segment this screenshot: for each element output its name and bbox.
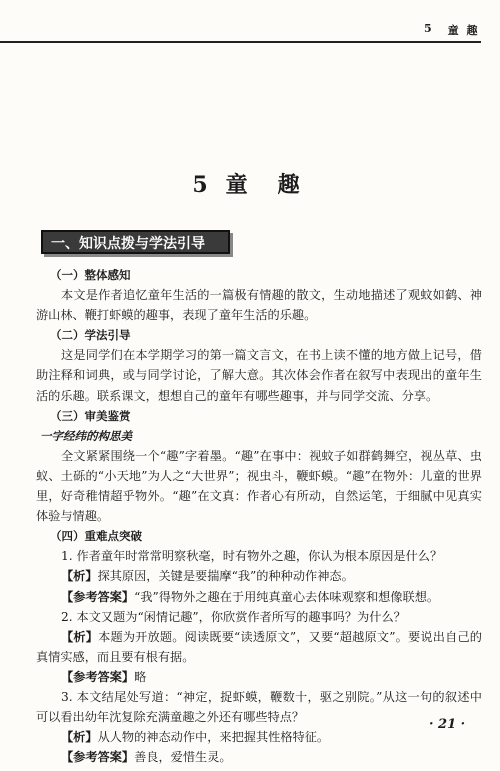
answer-tag: 【参考答案】 bbox=[61, 750, 135, 765]
answer-text: 从人物的神态动作中，来把握其性格特征。 bbox=[97, 730, 330, 745]
answer-line bbox=[36, 587, 482, 607]
page-number: · 21 · bbox=[429, 717, 466, 732]
section-heading: （一）整体感知 bbox=[50, 268, 131, 282]
paragraph: 1. 作者童年时常常明察秋毫，时有物外之趣，你认为根本原因是什么？ bbox=[61, 549, 443, 564]
content-body bbox=[36, 265, 482, 767]
answer-tag: 【析】 bbox=[61, 629, 99, 644]
paragraph: 这是同学们在本学期学习的第一篇文言文，在书上读不懂的地方做上记号，借助注释和词典，或与同学讨论，了解大意。其次体会作者在叙写中表现出的童年生活的乐趣。联系课文，想想自己的童年有哪些趣事，并与同学交流、分享。 bbox=[36, 348, 482, 403]
answer-line bbox=[36, 747, 482, 767]
running-head bbox=[424, 22, 480, 38]
answer-tag: 【析】 bbox=[61, 730, 98, 745]
answer-text: 探其原因，关键是要揣摩“我”的种种动作神态。 bbox=[97, 569, 354, 584]
running-head-chapter: 5 bbox=[424, 22, 434, 35]
paragraph: 本文是作者追忆童年生活的一篇极有情趣的散文，生动地描述了观蚊如鹤、神游山林、鞭打虾蟆的趣事，表现了童年生活的乐趣。 bbox=[36, 288, 482, 323]
subheading: 一字经纬的构思美 bbox=[40, 428, 132, 443]
section-heading: （三）审美鉴赏 bbox=[50, 408, 131, 423]
answer-text: “我”得物外之趣在于用纯真童心去体味观察和想像联想。 bbox=[134, 589, 440, 604]
section-heading: （四）重难点突破 bbox=[50, 529, 142, 544]
answer-text: 本题为开放题。阅读既要“读透原文”，又要“超越原文”。要说出自己的真情实感，而且要有根有据。 bbox=[36, 629, 482, 664]
answer-line bbox=[36, 727, 482, 747]
paragraph: 2. 本文又题为“闲情记趣”，你欣赏作者所写的趣事吗？为什么？ bbox=[61, 609, 406, 624]
header-rule bbox=[0, 41, 481, 43]
chapter-title-part2: 趣 bbox=[277, 172, 308, 198]
running-head-title: 童 趣 bbox=[447, 24, 480, 37]
paragraph: 3. 本文结尾处写道：“神定，捉虾蟆，鞭数十，驱之别院。”从这一句的叙述中可以看出幼年沈复除充满童趣之外还有哪些特点？ bbox=[36, 689, 482, 725]
chapter-title-part1: 童 bbox=[225, 172, 256, 198]
answer-tag: 【参考答案】 bbox=[61, 669, 135, 684]
answer-line bbox=[36, 627, 482, 667]
chapter-title bbox=[0, 168, 500, 199]
answer-text: 略 bbox=[134, 669, 147, 684]
section-banner: 一、知识点拨与学法引导 bbox=[41, 230, 230, 254]
answer-line bbox=[36, 667, 482, 687]
paragraph: 全文紧紧围绕一个“趣”字着墨。“趣”在事中：视蚊子如群鹤舞空，视丛草、虫蚁、土砾的“小天地”为人之“大世界”；视虫斗，鞭虾蟆。“趣”在物外：儿童的世界里，好奇稚情超乎物外。“趣”在文真：作者心有所动，自然运笔，于细腻中见真实体验与情趣。 bbox=[36, 448, 482, 524]
chapter-number: 5 bbox=[192, 172, 216, 198]
answer-line bbox=[36, 566, 482, 586]
section-heading: （二）学法引导 bbox=[50, 328, 131, 343]
answer-text: 善良，爱惜生灵。 bbox=[134, 750, 232, 765]
answer-tag: 【参考答案】 bbox=[61, 589, 135, 604]
answer-tag: 【析】 bbox=[61, 569, 98, 584]
